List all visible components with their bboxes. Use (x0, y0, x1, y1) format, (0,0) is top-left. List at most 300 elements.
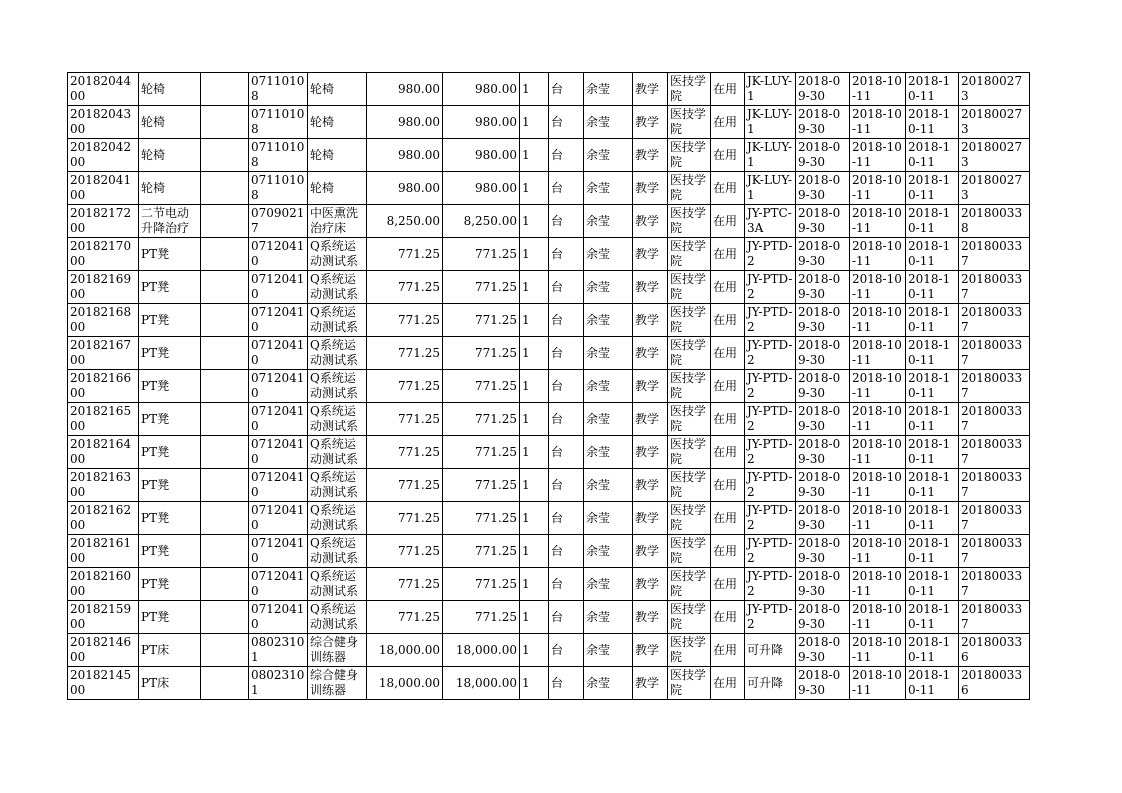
unit-price-cell: 771.25 (367, 568, 443, 601)
department-cell: 医技学院 (668, 238, 711, 271)
category-code-cell: 07120410 (249, 337, 308, 370)
document-number-cell: 201800337 (959, 469, 1030, 502)
record-date-cell: 2018-10-11 (906, 469, 959, 502)
custodian-cell: 余莹 (584, 370, 633, 403)
category-code-cell: 08023101 (249, 667, 308, 700)
quantity-cell: 1 (520, 535, 549, 568)
asset-name-cell: PT凳 (139, 403, 201, 436)
asset-name-cell: PT凳 (139, 436, 201, 469)
unit-price-cell: 771.25 (367, 370, 443, 403)
asset-id-cell: 2018217200 (68, 205, 139, 238)
document-number-cell: 201800337 (959, 403, 1030, 436)
status-cell: 在用 (711, 337, 745, 370)
asset-id-cell: 2018214600 (68, 634, 139, 667)
category-name-cell: Q系统运动测试系 (308, 304, 367, 337)
purchase-date-cell: 2018-09-30 (796, 304, 850, 337)
unit-cell: 台 (549, 370, 584, 403)
amount-cell: 980.00 (443, 73, 520, 106)
asset-name-cell: PT凳 (139, 469, 201, 502)
unit-price-cell: 771.25 (367, 535, 443, 568)
model-cell: JK-LUY-1 (745, 139, 796, 172)
asset-table (67, 72, 1030, 700)
entry-date-cell: 2018-10-11 (850, 469, 906, 502)
blank-cell (201, 502, 249, 535)
usage-cell: 教学 (633, 238, 668, 271)
category-code-cell: 08023101 (249, 634, 308, 667)
usage-cell: 教学 (633, 370, 668, 403)
amount-cell: 980.00 (443, 172, 520, 205)
category-name-cell: Q系统运动测试系 (308, 436, 367, 469)
unit-cell: 台 (549, 535, 584, 568)
unit-cell: 台 (549, 469, 584, 502)
status-cell: 在用 (711, 502, 745, 535)
blank-cell (201, 73, 249, 106)
category-code-cell: 07120410 (249, 502, 308, 535)
custodian-cell: 余莹 (584, 667, 633, 700)
category-name-cell: Q系统运动测试系 (308, 370, 367, 403)
usage-cell: 教学 (633, 403, 668, 436)
custodian-cell: 余莹 (584, 106, 633, 139)
asset-id-cell: 2018216500 (68, 403, 139, 436)
document-number-cell: 201800337 (959, 568, 1030, 601)
model-cell: JY-PTC-3A (745, 205, 796, 238)
status-cell: 在用 (711, 403, 745, 436)
custodian-cell: 余莹 (584, 535, 633, 568)
usage-cell: 教学 (633, 535, 668, 568)
usage-cell: 教学 (633, 601, 668, 634)
entry-date-cell: 2018-10-11 (850, 370, 906, 403)
document-number-cell: 201800337 (959, 502, 1030, 535)
asset-name-cell: PT凳 (139, 337, 201, 370)
usage-cell: 教学 (633, 172, 668, 205)
custodian-cell: 余莹 (584, 271, 633, 304)
unit-price-cell: 980.00 (367, 139, 443, 172)
asset-id-cell: 2018216900 (68, 271, 139, 304)
department-cell: 医技学院 (668, 535, 711, 568)
asset-name-cell: PT凳 (139, 238, 201, 271)
category-code-cell: 07120410 (249, 370, 308, 403)
usage-cell: 教学 (633, 337, 668, 370)
table-row (68, 106, 1030, 139)
model-cell: JY-PTD-2 (745, 238, 796, 271)
record-date-cell: 2018-10-11 (906, 304, 959, 337)
department-cell: 医技学院 (668, 403, 711, 436)
unit-price-cell: 771.25 (367, 337, 443, 370)
purchase-date-cell: 2018-09-30 (796, 535, 850, 568)
blank-cell (201, 568, 249, 601)
department-cell: 医技学院 (668, 172, 711, 205)
usage-cell: 教学 (633, 436, 668, 469)
quantity-cell: 1 (520, 370, 549, 403)
model-cell: JK-LUY-1 (745, 73, 796, 106)
record-date-cell: 2018-10-11 (906, 535, 959, 568)
usage-cell: 教学 (633, 271, 668, 304)
record-date-cell: 2018-10-11 (906, 73, 959, 106)
status-cell: 在用 (711, 73, 745, 106)
table-row (68, 568, 1030, 601)
department-cell: 医技学院 (668, 370, 711, 403)
unit-cell: 台 (549, 106, 584, 139)
asset-name-cell: PT凳 (139, 601, 201, 634)
document-number-cell: 201800337 (959, 304, 1030, 337)
asset-id-cell: 2018216000 (68, 568, 139, 601)
document-number-cell: 201800336 (959, 667, 1030, 700)
category-code-cell: 07120410 (249, 271, 308, 304)
category-name-cell: Q系统运动测试系 (308, 535, 367, 568)
amount-cell: 771.25 (443, 502, 520, 535)
amount-cell: 771.25 (443, 271, 520, 304)
entry-date-cell: 2018-10-11 (850, 667, 906, 700)
model-cell: JY-PTD-2 (745, 304, 796, 337)
asset-name-cell: 轮椅 (139, 73, 201, 106)
record-date-cell: 2018-10-11 (906, 139, 959, 172)
record-date-cell: 2018-10-11 (906, 172, 959, 205)
status-cell: 在用 (711, 469, 745, 502)
department-cell: 医技学院 (668, 337, 711, 370)
quantity-cell: 1 (520, 568, 549, 601)
asset-name-cell: 轮椅 (139, 172, 201, 205)
asset-id-cell: 2018204400 (68, 73, 139, 106)
unit-price-cell: 771.25 (367, 436, 443, 469)
document-number-cell: 201800337 (959, 370, 1030, 403)
unit-cell: 台 (549, 271, 584, 304)
purchase-date-cell: 2018-09-30 (796, 139, 850, 172)
model-cell: JY-PTD-2 (745, 502, 796, 535)
quantity-cell: 1 (520, 337, 549, 370)
model-cell: JY-PTD-2 (745, 436, 796, 469)
purchase-date-cell: 2018-09-30 (796, 634, 850, 667)
blank-cell (201, 304, 249, 337)
quantity-cell: 1 (520, 436, 549, 469)
asset-id-cell: 2018204200 (68, 139, 139, 172)
custodian-cell: 余莹 (584, 634, 633, 667)
unit-cell: 台 (549, 634, 584, 667)
unit-price-cell: 18,000.00 (367, 634, 443, 667)
category-code-cell: 07110108 (249, 172, 308, 205)
unit-price-cell: 771.25 (367, 271, 443, 304)
unit-price-cell: 980.00 (367, 172, 443, 205)
asset-name-cell: PT凳 (139, 535, 201, 568)
asset-id-cell: 2018215900 (68, 601, 139, 634)
category-name-cell: Q系统运动测试系 (308, 469, 367, 502)
department-cell: 医技学院 (668, 271, 711, 304)
model-cell: JY-PTD-2 (745, 601, 796, 634)
record-date-cell: 2018-10-11 (906, 370, 959, 403)
custodian-cell: 余莹 (584, 304, 633, 337)
category-name-cell: 综合健身训练器 (308, 667, 367, 700)
usage-cell: 教学 (633, 667, 668, 700)
blank-cell (201, 436, 249, 469)
category-code-cell: 07110108 (249, 73, 308, 106)
amount-cell: 771.25 (443, 370, 520, 403)
asset-name-cell: PT床 (139, 667, 201, 700)
purchase-date-cell: 2018-09-30 (796, 502, 850, 535)
table-row (68, 172, 1030, 205)
quantity-cell: 1 (520, 73, 549, 106)
blank-cell (201, 106, 249, 139)
asset-name-cell: 二节电动升降治疗 (139, 205, 201, 238)
unit-price-cell: 8,250.00 (367, 205, 443, 238)
department-cell: 医技学院 (668, 469, 711, 502)
unit-cell: 台 (549, 238, 584, 271)
asset-name-cell: PT凳 (139, 271, 201, 304)
asset-name-cell: PT凳 (139, 370, 201, 403)
category-name-cell: Q系统运动测试系 (308, 601, 367, 634)
quantity-cell: 1 (520, 667, 549, 700)
quantity-cell: 1 (520, 271, 549, 304)
unit-cell: 台 (549, 601, 584, 634)
custodian-cell: 余莹 (584, 502, 633, 535)
table-row (68, 238, 1030, 271)
department-cell: 医技学院 (668, 106, 711, 139)
model-cell: JY-PTD-2 (745, 469, 796, 502)
custodian-cell: 余莹 (584, 139, 633, 172)
blank-cell (201, 403, 249, 436)
status-cell: 在用 (711, 205, 745, 238)
entry-date-cell: 2018-10-11 (850, 106, 906, 139)
category-code-cell: 07120410 (249, 304, 308, 337)
unit-price-cell: 771.25 (367, 601, 443, 634)
table-row (68, 436, 1030, 469)
custodian-cell: 余莹 (584, 403, 633, 436)
amount-cell: 771.25 (443, 403, 520, 436)
table-row (68, 139, 1030, 172)
model-cell: JK-LUY-1 (745, 172, 796, 205)
document-number-cell: 201800337 (959, 271, 1030, 304)
department-cell: 医技学院 (668, 73, 711, 106)
department-cell: 医技学院 (668, 139, 711, 172)
entry-date-cell: 2018-10-11 (850, 172, 906, 205)
purchase-date-cell: 2018-09-30 (796, 238, 850, 271)
table-row (68, 337, 1030, 370)
asset-id-cell: 2018216300 (68, 469, 139, 502)
asset-name-cell: PT凳 (139, 568, 201, 601)
category-code-cell: 07120410 (249, 601, 308, 634)
table-row (68, 634, 1030, 667)
status-cell: 在用 (711, 370, 745, 403)
status-cell: 在用 (711, 601, 745, 634)
record-date-cell: 2018-10-11 (906, 238, 959, 271)
blank-cell (201, 238, 249, 271)
department-cell: 医技学院 (668, 205, 711, 238)
table-row (68, 403, 1030, 436)
model-cell: 可升降 (745, 667, 796, 700)
quantity-cell: 1 (520, 238, 549, 271)
category-name-cell: Q系统运动测试系 (308, 403, 367, 436)
record-date-cell: 2018-10-11 (906, 205, 959, 238)
amount-cell: 980.00 (443, 106, 520, 139)
table-row (68, 502, 1030, 535)
unit-price-cell: 980.00 (367, 73, 443, 106)
purchase-date-cell: 2018-09-30 (796, 568, 850, 601)
unit-cell: 台 (549, 436, 584, 469)
purchase-date-cell: 2018-09-30 (796, 436, 850, 469)
entry-date-cell: 2018-10-11 (850, 139, 906, 172)
category-name-cell: Q系统运动测试系 (308, 238, 367, 271)
asset-name-cell: PT床 (139, 634, 201, 667)
amount-cell: 771.25 (443, 601, 520, 634)
unit-price-cell: 18,000.00 (367, 667, 443, 700)
blank-cell (201, 469, 249, 502)
unit-price-cell: 771.25 (367, 502, 443, 535)
unit-cell: 台 (549, 304, 584, 337)
model-cell: JY-PTD-2 (745, 535, 796, 568)
custodian-cell: 余莹 (584, 238, 633, 271)
document-number-cell: 201800273 (959, 172, 1030, 205)
usage-cell: 教学 (633, 73, 668, 106)
unit-cell: 台 (549, 403, 584, 436)
entry-date-cell: 2018-10-11 (850, 403, 906, 436)
model-cell: JY-PTD-2 (745, 403, 796, 436)
usage-cell: 教学 (633, 304, 668, 337)
record-date-cell: 2018-10-11 (906, 106, 959, 139)
asset-name-cell: 轮椅 (139, 106, 201, 139)
custodian-cell: 余莹 (584, 568, 633, 601)
asset-id-cell: 2018216800 (68, 304, 139, 337)
unit-price-cell: 980.00 (367, 106, 443, 139)
unit-cell: 台 (549, 73, 584, 106)
table-row (68, 601, 1030, 634)
blank-cell (201, 634, 249, 667)
document-number-cell: 201800273 (959, 139, 1030, 172)
custodian-cell: 余莹 (584, 337, 633, 370)
amount-cell: 771.25 (443, 436, 520, 469)
purchase-date-cell: 2018-09-30 (796, 469, 850, 502)
category-name-cell: 轮椅 (308, 73, 367, 106)
category-code-cell: 07090217 (249, 205, 308, 238)
record-date-cell: 2018-10-11 (906, 337, 959, 370)
category-name-cell: 轮椅 (308, 106, 367, 139)
purchase-date-cell: 2018-09-30 (796, 172, 850, 205)
custodian-cell: 余莹 (584, 436, 633, 469)
purchase-date-cell: 2018-09-30 (796, 601, 850, 634)
asset-id-cell: 2018214500 (68, 667, 139, 700)
status-cell: 在用 (711, 271, 745, 304)
category-name-cell: Q系统运动测试系 (308, 337, 367, 370)
entry-date-cell: 2018-10-11 (850, 238, 906, 271)
unit-price-cell: 771.25 (367, 403, 443, 436)
quantity-cell: 1 (520, 139, 549, 172)
document-number-cell: 201800337 (959, 601, 1030, 634)
blank-cell (201, 535, 249, 568)
unit-price-cell: 771.25 (367, 304, 443, 337)
entry-date-cell: 2018-10-11 (850, 73, 906, 106)
blank-cell (201, 139, 249, 172)
department-cell: 医技学院 (668, 502, 711, 535)
entry-date-cell: 2018-10-11 (850, 568, 906, 601)
amount-cell: 771.25 (443, 337, 520, 370)
custodian-cell: 余莹 (584, 205, 633, 238)
model-cell: JK-LUY-1 (745, 106, 796, 139)
asset-id-cell: 2018216400 (68, 436, 139, 469)
record-date-cell: 2018-10-11 (906, 568, 959, 601)
purchase-date-cell: 2018-09-30 (796, 370, 850, 403)
asset-id-cell: 2018204100 (68, 172, 139, 205)
status-cell: 在用 (711, 634, 745, 667)
amount-cell: 771.25 (443, 535, 520, 568)
category-code-cell: 07120410 (249, 436, 308, 469)
unit-cell: 台 (549, 568, 584, 601)
entry-date-cell: 2018-10-11 (850, 436, 906, 469)
department-cell: 医技学院 (668, 568, 711, 601)
entry-date-cell: 2018-10-11 (850, 601, 906, 634)
category-code-cell: 07110108 (249, 106, 308, 139)
blank-cell (201, 601, 249, 634)
purchase-date-cell: 2018-09-30 (796, 337, 850, 370)
purchase-date-cell: 2018-09-30 (796, 73, 850, 106)
entry-date-cell: 2018-10-11 (850, 502, 906, 535)
usage-cell: 教学 (633, 139, 668, 172)
entry-date-cell: 2018-10-11 (850, 634, 906, 667)
unit-cell: 台 (549, 139, 584, 172)
category-name-cell: Q系统运动测试系 (308, 568, 367, 601)
quantity-cell: 1 (520, 634, 549, 667)
entry-date-cell: 2018-10-11 (850, 337, 906, 370)
asset-name-cell: 轮椅 (139, 139, 201, 172)
document-number-cell: 201800273 (959, 106, 1030, 139)
department-cell: 医技学院 (668, 667, 711, 700)
document-number-cell: 201800337 (959, 436, 1030, 469)
purchase-date-cell: 2018-09-30 (796, 205, 850, 238)
asset-id-cell: 2018216600 (68, 370, 139, 403)
blank-cell (201, 370, 249, 403)
asset-id-cell: 2018217000 (68, 238, 139, 271)
custodian-cell: 余莹 (584, 172, 633, 205)
entry-date-cell: 2018-10-11 (850, 304, 906, 337)
entry-date-cell: 2018-10-11 (850, 271, 906, 304)
quantity-cell: 1 (520, 205, 549, 238)
model-cell: JY-PTD-2 (745, 370, 796, 403)
amount-cell: 18,000.00 (443, 634, 520, 667)
document-number-cell: 201800273 (959, 73, 1030, 106)
blank-cell (201, 172, 249, 205)
status-cell: 在用 (711, 172, 745, 205)
model-cell: JY-PTD-2 (745, 337, 796, 370)
custodian-cell: 余莹 (584, 73, 633, 106)
table-row (68, 535, 1030, 568)
quantity-cell: 1 (520, 172, 549, 205)
model-cell: JY-PTD-2 (745, 568, 796, 601)
unit-cell: 台 (549, 205, 584, 238)
category-name-cell: 轮椅 (308, 172, 367, 205)
status-cell: 在用 (711, 535, 745, 568)
status-cell: 在用 (711, 568, 745, 601)
record-date-cell: 2018-10-11 (906, 634, 959, 667)
record-date-cell: 2018-10-11 (906, 502, 959, 535)
quantity-cell: 1 (520, 601, 549, 634)
model-cell: JY-PTD-2 (745, 271, 796, 304)
table-row (68, 304, 1030, 337)
custodian-cell: 余莹 (584, 469, 633, 502)
department-cell: 医技学院 (668, 304, 711, 337)
category-name-cell: 综合健身训练器 (308, 634, 367, 667)
category-code-cell: 07120410 (249, 238, 308, 271)
category-name-cell: Q系统运动测试系 (308, 502, 367, 535)
purchase-date-cell: 2018-09-30 (796, 667, 850, 700)
quantity-cell: 1 (520, 304, 549, 337)
record-date-cell: 2018-10-11 (906, 667, 959, 700)
quantity-cell: 1 (520, 106, 549, 139)
entry-date-cell: 2018-10-11 (850, 205, 906, 238)
unit-cell: 台 (549, 172, 584, 205)
status-cell: 在用 (711, 667, 745, 700)
usage-cell: 教学 (633, 502, 668, 535)
document-number-cell: 201800337 (959, 337, 1030, 370)
document-number-cell: 201800337 (959, 238, 1030, 271)
amount-cell: 771.25 (443, 238, 520, 271)
category-code-cell: 07120410 (249, 469, 308, 502)
category-name-cell: Q系统运动测试系 (308, 271, 367, 304)
